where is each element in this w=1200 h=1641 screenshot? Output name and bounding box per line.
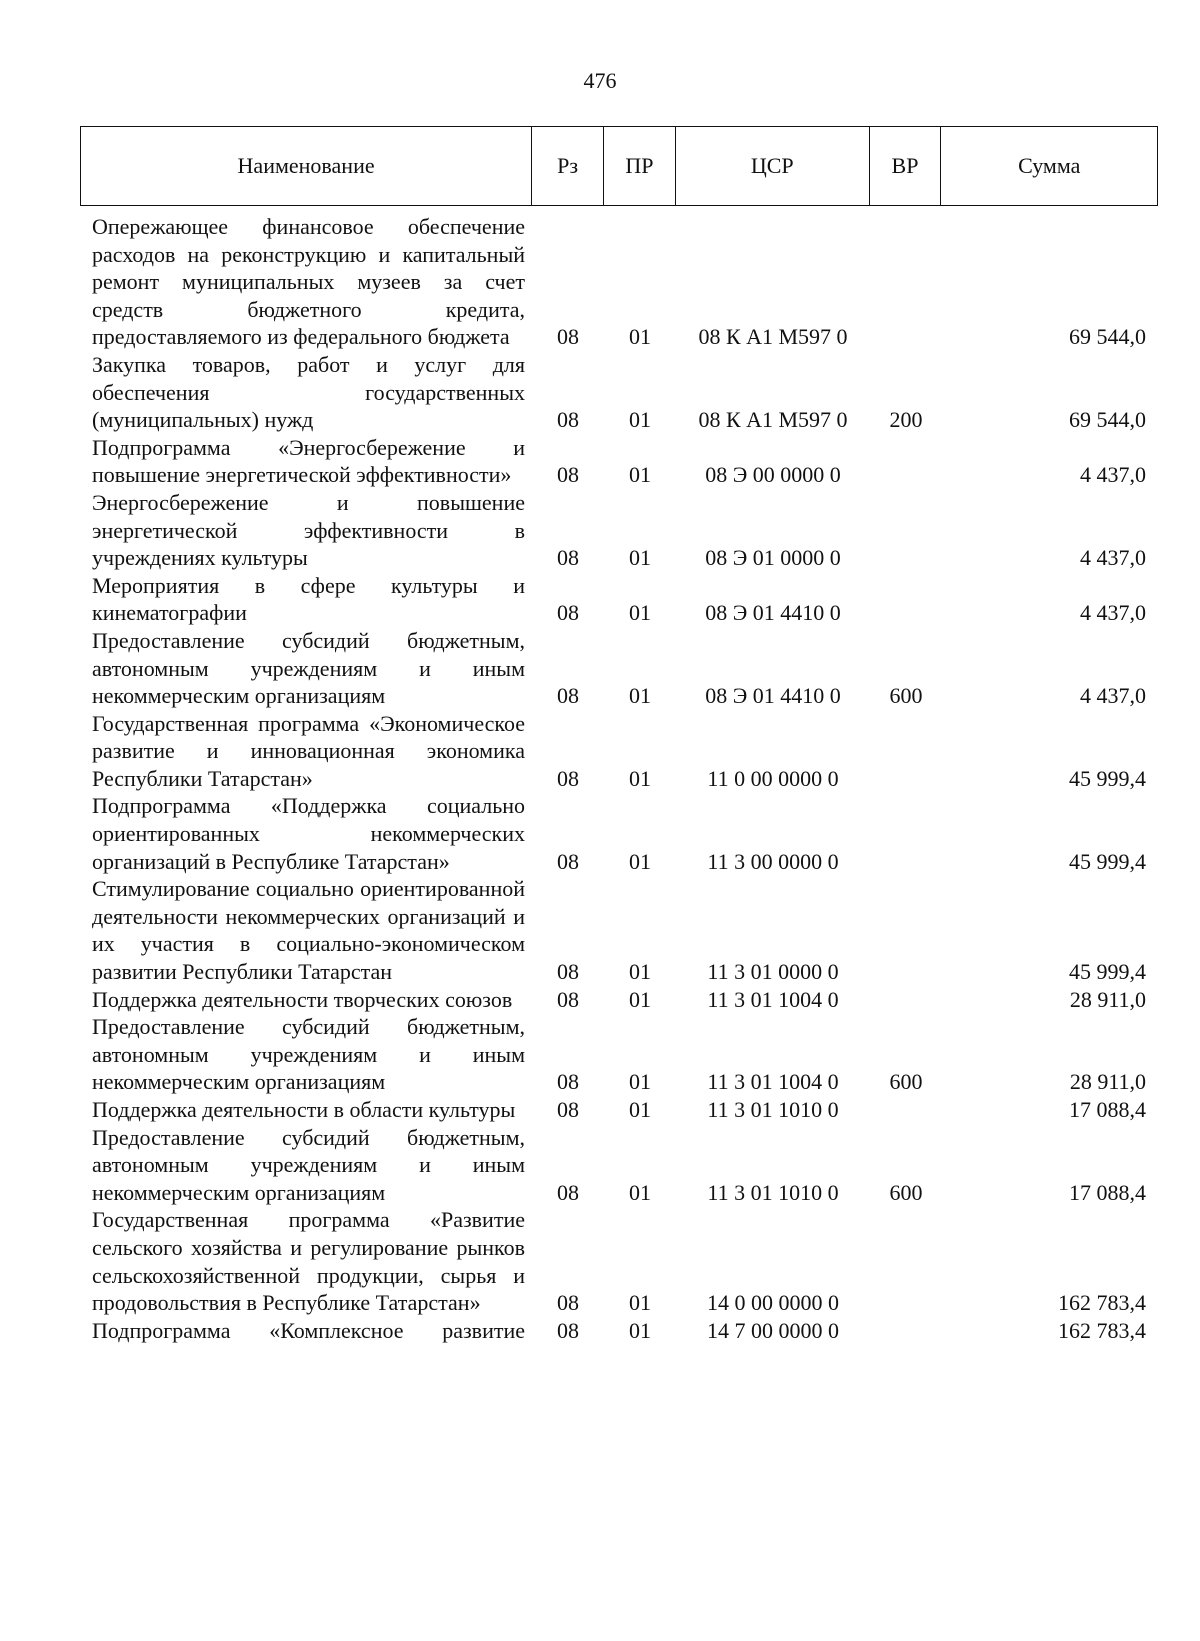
row-csr: 11 3 01 1010 0 bbox=[707, 1097, 839, 1122]
header-rz: Рз bbox=[532, 127, 604, 205]
row-sum: 4 437,0 bbox=[1080, 545, 1146, 571]
row-pr: 01 bbox=[629, 600, 651, 626]
page-number: 476 bbox=[583, 68, 617, 93]
row-rz: 08 bbox=[557, 683, 579, 709]
row-rz: 08 bbox=[557, 848, 579, 874]
row-pr: 01 bbox=[629, 848, 651, 874]
row-sum: 69 544,0 bbox=[1069, 407, 1146, 433]
row-vr: 600 bbox=[889, 683, 923, 709]
row-csr: 11 3 00 0000 0 bbox=[707, 848, 839, 874]
row-vr: 600 bbox=[889, 1069, 923, 1095]
row-sum: 4 437,0 bbox=[1080, 600, 1146, 626]
row-name: Государственная программа «Экономическое развитие и инновационная экономика Республики Татарстан» bbox=[92, 710, 525, 791]
row-sum: 4 437,0 bbox=[1080, 462, 1146, 488]
row-pr: 01 bbox=[629, 1179, 651, 1205]
row-csr: 08 К А1 М597 0 bbox=[698, 324, 848, 350]
row-name: Подпрограмма «Комплексное развитие bbox=[92, 1317, 525, 1343]
row-rz: 08 bbox=[557, 1069, 579, 1095]
row-sum: 162 783,4 bbox=[1058, 1317, 1146, 1343]
row-pr: 01 bbox=[629, 1290, 651, 1316]
row-csr: 08 Э 01 0000 0 bbox=[705, 545, 841, 571]
header-csr: ЦСР bbox=[676, 127, 870, 205]
table-row bbox=[80, 875, 1158, 985]
table-row bbox=[80, 351, 1158, 434]
row-csr: 14 7 00 0000 0 bbox=[707, 1317, 839, 1343]
row-name: Поддержка деятельности творческих союзов bbox=[92, 986, 513, 1012]
row-pr: 01 bbox=[629, 324, 651, 350]
row-sum: 45 999,4 bbox=[1069, 765, 1146, 791]
row-pr: 01 bbox=[629, 765, 651, 791]
row-csr: 08 К А1 М597 0 bbox=[698, 407, 848, 433]
row-pr: 01 bbox=[629, 683, 651, 709]
row-name: Закупка товаров, работ и услуг для обеспечения государственных (муниципальных) нужд bbox=[92, 351, 525, 433]
table-body bbox=[80, 213, 1158, 1344]
table-row bbox=[80, 627, 1158, 710]
row-name: Государственная программа «Развитие сельского хозяйства и регулирование рынков сельскохозяйственной продукции, сырья и продовольствия в Республике Татарстан» bbox=[92, 1207, 525, 1316]
row-pr: 01 bbox=[629, 1097, 651, 1122]
table-row bbox=[80, 434, 1158, 489]
row-name: Мероприятия в сфере культуры и кинематографии bbox=[92, 572, 525, 626]
row-sum: 28 911,0 bbox=[1069, 986, 1146, 1012]
row-sum: 17 088,4 bbox=[1069, 1097, 1146, 1122]
row-name: Подпрограмма «Поддержка социально ориентированных некоммерческих организаций в Республике Татарстан» bbox=[92, 793, 525, 874]
row-csr: 08 Э 00 0000 0 bbox=[705, 462, 841, 488]
table-header bbox=[80, 126, 1158, 206]
row-name: Предоставление субсидий бюджетным, автономным учреждениям и иным некоммерческим организациям bbox=[92, 627, 525, 709]
row-sum: 45 999,4 bbox=[1069, 959, 1146, 985]
row-pr: 01 bbox=[629, 462, 651, 488]
table-row bbox=[80, 1206, 1158, 1316]
table-row bbox=[80, 792, 1158, 875]
row-sum: 4 437,0 bbox=[1080, 683, 1146, 709]
table-row bbox=[80, 1124, 1158, 1207]
row-csr: 11 3 01 1010 0 bbox=[707, 1179, 839, 1205]
table-row bbox=[80, 1013, 1158, 1096]
row-name: Стимулирование социально ориентированной деятельности некоммерческих организаций и их участия в социально-экономическом развитии Республики Татарстан bbox=[92, 876, 525, 985]
row-csr: 08 Э 01 4410 0 bbox=[705, 600, 841, 626]
row-rz: 08 bbox=[557, 765, 579, 791]
row-sum: 162 783,4 bbox=[1058, 1290, 1146, 1316]
row-rz: 08 bbox=[557, 1097, 579, 1122]
row-csr: 11 3 01 1004 0 bbox=[707, 986, 839, 1012]
table-row bbox=[80, 1317, 1158, 1345]
header-sum: Сумма bbox=[1018, 153, 1081, 178]
row-name: Предоставление субсидий бюджетным, автономным учреждениям и иным некоммерческим организациям bbox=[92, 1014, 525, 1095]
row-vr: 200 bbox=[889, 407, 923, 433]
row-csr: 11 0 00 0000 0 bbox=[707, 765, 839, 791]
row-name: Опережающее финансовое обеспечение расходов на реконструкцию и капитальный ремонт муниципальных музеев за счет средств бюджетного кредита, предоставляемого из федерального бюджета bbox=[92, 214, 525, 350]
row-sum: 45 999,4 bbox=[1069, 848, 1146, 874]
table-row bbox=[80, 213, 1158, 351]
table-row bbox=[80, 489, 1158, 572]
header-name: Наименование bbox=[81, 127, 532, 205]
row-rz: 08 bbox=[557, 324, 579, 350]
row-csr: 11 3 01 1004 0 bbox=[707, 1069, 839, 1095]
row-rz: 08 bbox=[557, 1290, 579, 1316]
table-row bbox=[80, 710, 1158, 793]
table-row bbox=[80, 986, 1158, 1014]
table-row bbox=[80, 572, 1158, 627]
row-pr: 01 bbox=[629, 1317, 651, 1343]
row-pr: 01 bbox=[629, 986, 651, 1012]
row-rz: 08 bbox=[557, 545, 579, 571]
row-rz: 08 bbox=[557, 1179, 579, 1205]
row-csr: 14 0 00 0000 0 bbox=[707, 1290, 839, 1316]
row-name: Поддержка деятельности в области культуры bbox=[92, 1097, 516, 1122]
row-sum: 17 088,4 bbox=[1069, 1179, 1146, 1205]
row-sum: 69 544,0 bbox=[1069, 324, 1146, 350]
row-pr: 01 bbox=[629, 545, 651, 571]
row-pr: 01 bbox=[629, 407, 651, 433]
row-pr: 01 bbox=[629, 959, 651, 985]
row-rz: 08 bbox=[557, 462, 579, 488]
table-row bbox=[80, 1096, 1158, 1124]
row-rz: 08 bbox=[557, 600, 579, 626]
row-vr: 600 bbox=[889, 1179, 923, 1205]
row-rz: 08 bbox=[557, 986, 579, 1012]
row-name: Предоставление субсидий бюджетным, автономным учреждениям и иным некоммерческим организациям bbox=[92, 1124, 525, 1205]
row-csr: 08 Э 01 4410 0 bbox=[705, 683, 841, 709]
row-sum: 28 911,0 bbox=[1069, 1069, 1146, 1095]
row-rz: 08 bbox=[557, 959, 579, 985]
header-vr: ВР bbox=[870, 127, 942, 205]
header-pr: ПР bbox=[604, 127, 676, 205]
row-name: Подпрограмма «Энергосбережение и повышение энергетической эффективности» bbox=[92, 434, 525, 488]
row-name: Энергосбережение и повышение энергетической эффективности в учреждениях культуры bbox=[92, 489, 525, 571]
row-pr: 01 bbox=[629, 1069, 651, 1095]
row-rz: 08 bbox=[557, 407, 579, 433]
row-csr: 11 3 01 0000 0 bbox=[707, 959, 839, 985]
row-rz: 08 bbox=[557, 1317, 579, 1343]
